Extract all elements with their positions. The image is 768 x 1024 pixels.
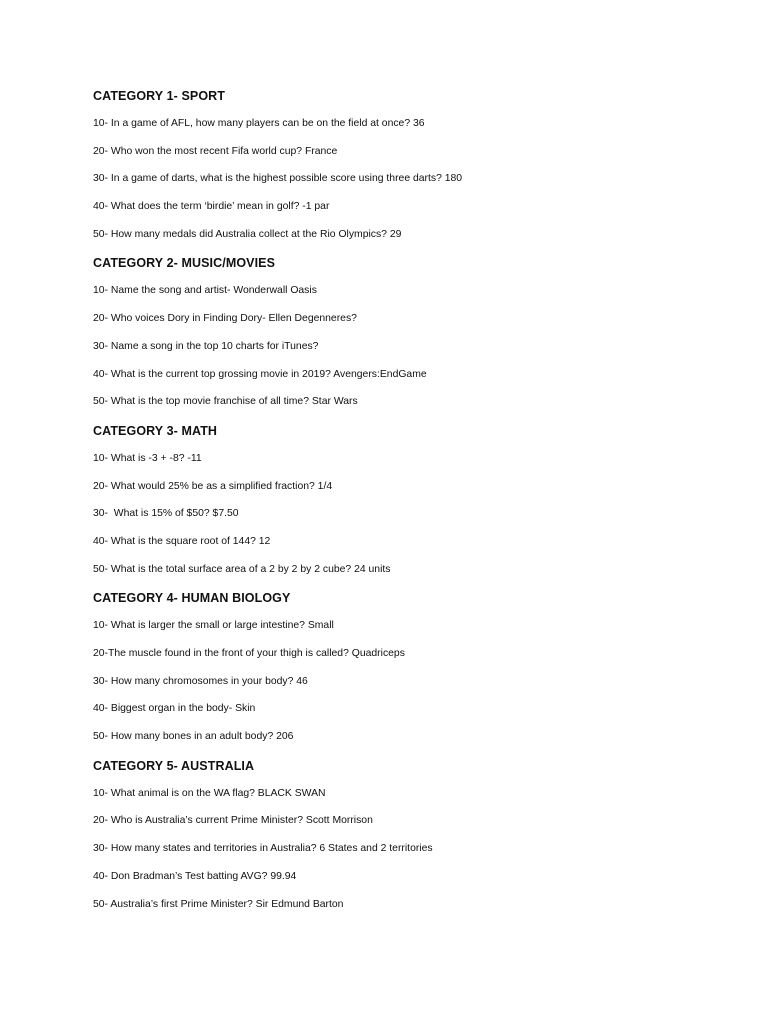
document-page: [93, 86, 733, 923]
question-line: 10- Name the song and artist- Wonderwall Oasis: [93, 285, 317, 297]
question-line: 30- How many states and territories in Australia? 6 States and 2 territories: [93, 843, 433, 855]
question-line: 20- Who won the most recent Fifa world cup? France: [93, 145, 338, 157]
question-line: 20-The muscle found in the front of your thigh is called? Quadriceps: [93, 648, 405, 659]
question-line: 50- What is the top movie franchise of all time? Star Wars: [93, 396, 358, 408]
question-line: 50- How many medals did Australia collect at the Rio Olympics? 29: [93, 228, 402, 240]
question-line: 50- What is the total surface area of a 2 by 2 by 2 cube? 24 units: [93, 563, 391, 575]
category-title: CATEGORY 4- HUMAN BIOLOGY: [93, 591, 291, 606]
category-title: CATEGORY 2- MUSIC/MOVIES: [93, 256, 276, 271]
question-line: 20- Who voices Dory in Finding Dory- Ellen Degenneres?: [93, 313, 357, 325]
question-line: 40- Biggest organ in the body- Skin: [93, 703, 256, 715]
question-line: 20- Who is Australia’s current Prime Minister? Scott Morrison: [93, 815, 373, 827]
question-line: 30- In a game of darts, what is the highest possible score using three darts? 180: [93, 173, 463, 185]
question-line: 10- What is -3 + -8? -11: [93, 452, 202, 464]
question-line: 40- What is the current top grossing movie in 2019? Avengers:EndGame: [93, 368, 427, 380]
category-section: [93, 86, 733, 244]
category-title: CATEGORY 1- SPORT: [93, 89, 226, 103]
question-line: 10- In a game of AFL, how many players can be on the field at once? 36: [93, 118, 425, 129]
category-section: [93, 756, 733, 914]
category-title: CATEGORY 5- AUSTRALIA: [93, 758, 255, 773]
question-line: 40- What does the term ‘birdie’ mean in golf? -1 par: [93, 201, 330, 213]
question-line: 30- What is 15% of $50? $7.50: [93, 508, 239, 520]
question-line: 50- How many bones in an adult body? 206: [93, 731, 294, 743]
question-line: 40- Don Bradman’s Test batting AVG? 99.94: [93, 870, 297, 882]
category-section: [93, 588, 733, 746]
question-line: 20- What would 25% be as a simplified fraction? 1/4: [93, 480, 333, 492]
category-section: [93, 421, 733, 579]
question-line: 30- How many chromosomes in your body? 46: [93, 675, 308, 687]
question-line: 30- Name a song in the top 10 charts for iTunes?: [93, 340, 319, 352]
question-line: 10- What is larger the small or large intestine? Small: [93, 620, 334, 632]
category-section: [93, 253, 733, 411]
question-line: 10- What animal is on the WA flag? BLACK SWAN: [93, 787, 326, 799]
question-line: 40- What is the square root of 144? 12: [93, 535, 271, 547]
category-title: CATEGORY 3- MATH: [93, 423, 218, 438]
question-line: 50- Australia’s first Prime Minister? Sir Edmund Barton: [93, 898, 344, 910]
